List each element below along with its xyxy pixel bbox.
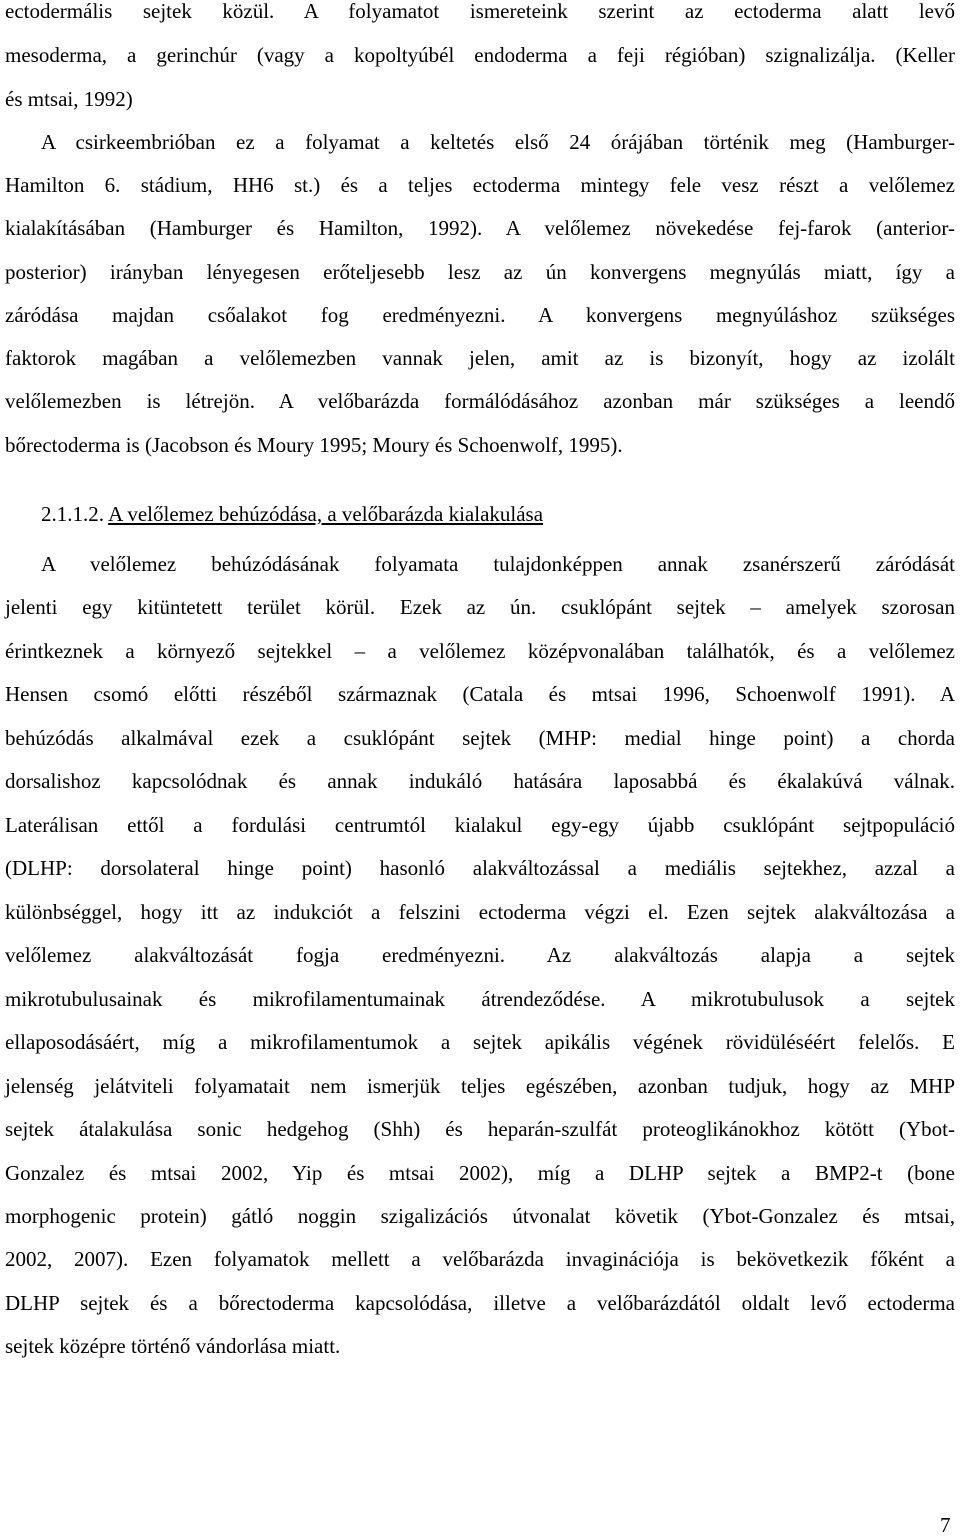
text-line: A csirkeembrióban ez a folyamat a keltetés első 24 órájában történik meg (Hamburger- bbox=[41, 130, 955, 154]
text-line: Gonzalez és mtsai 2002, Yip és mtsai 2002), míg a DLHP sejtek a BMP2-t (bone bbox=[5, 1161, 955, 1185]
section-title: A velőlemez behúzódása, a velőbarázda kialakulása bbox=[108, 502, 544, 526]
text-line: dorsalishoz kapcsolódnak és annak indukáló hatására laposabbá és ékalakúvá válnak. bbox=[5, 769, 955, 793]
text-line: velőlemezben is létrejön. A velőbarázda formálódásához azonban már szükséges a leendő bbox=[5, 389, 955, 413]
text-line: bőrectoderma is (Jacobson és Moury 1995; Moury és Schoenwolf, 1995). bbox=[5, 433, 623, 457]
page-number: 7 bbox=[940, 1513, 951, 1537]
text-line: DLHP sejtek és a bőrectoderma kapcsolódása, illetve a velőbarázdától oldalt levő ectoderma bbox=[5, 1291, 955, 1315]
text-line: mikrotubulusainak és mikrofilamentumainak átrendeződése. A mikrotubulusok a sejtek bbox=[5, 987, 955, 1011]
text-line: záródása majdan csőalakot fog eredményezni. A konvergens megnyúláshoz szükséges bbox=[5, 303, 955, 327]
section-heading bbox=[5, 501, 543, 527]
text-line: mesoderma, a gerinchúr (vagy a kopoltyúbél endoderma a feji régióban) szignalizálja. (Keller bbox=[5, 43, 955, 67]
text-line: morphogenic protein) gátló noggin szigalizációs útvonalat követik (Ybot-Gonzalez és mtsai, bbox=[5, 1204, 955, 1228]
text-line: érintkeznek a környező sejtekkel – a velőlemez középvonalában találhatók, és a velőlemez bbox=[5, 639, 955, 663]
text-line: jelenti egy kitüntetett terület körül. Ezek az ún. csuklópánt sejtek – amelyek szorosan bbox=[5, 595, 955, 619]
text-line: behúzódás alkalmával ezek a csuklópánt sejtek (MHP: medial hinge point) a chorda bbox=[5, 726, 955, 750]
text-line: Hensen csomó előtti részéből származnak (Catala és mtsai 1996, Schoenwolf 1991). A bbox=[5, 682, 955, 706]
text-line: faktorok magában a velőlemezben vannak jelen, amit az is bizonyít, hogy az izolált bbox=[5, 346, 955, 370]
text-line: posterior) irányban lényegesen erőteljesebb lesz az ún konvergens megnyúlás miatt, így a bbox=[5, 260, 955, 284]
text-line: sejtek átalakulása sonic hedgehog (Shh) és heparán-szulfát proteoglikánokhoz kötött (Ybot- bbox=[5, 1117, 955, 1141]
text-line: velőlemez alakváltozását fogja eredményezni. Az alakváltozás alapja a sejtek bbox=[5, 943, 955, 967]
text-line: (DLHP: dorsolateral hinge point) hasonló alakváltozással a mediális sejtekhez, azzal a bbox=[5, 856, 955, 880]
text-line: és mtsai, 1992) bbox=[5, 87, 133, 111]
text-line: ellaposodásáért, míg a mikrofilamentumok a sejtek apikális végének rövidüléséért felelős. E bbox=[5, 1030, 955, 1054]
text-line: kialakításában (Hamburger és Hamilton, 1992). A velőlemez növekedése fej-farok (anterior- bbox=[5, 216, 955, 240]
text-line: Laterálisan ettől a fordulási centrumtól kialakul egy-egy újabb csuklópánt sejtpopuláció bbox=[5, 813, 955, 837]
text-line: A velőlemez behúzódásának folyamata tulajdonképpen annak zsanérszerű záródását bbox=[41, 552, 955, 576]
text-line: különbséggel, hogy itt az indukciót a felszini ectoderma végzi el. Ezen sejtek alakváltozása a bbox=[5, 900, 955, 924]
text-line: jelenség jelátviteli folyamatait nem ismerjük teljes egészében, azonban tudjuk, hogy az MHP bbox=[5, 1074, 955, 1098]
text-line: ectodermális sejtek közül. A folyamatot ismereteink szerint az ectoderma alatt levő bbox=[5, 0, 955, 23]
text-line: 2002, 2007). Ezen folyamatok mellett a velőbarázda invaginációja is bekövetkezik főként a bbox=[5, 1247, 955, 1271]
section-number: 2.1.1.2. bbox=[41, 502, 104, 526]
text-line: sejtek középre történő vándorlása miatt. bbox=[5, 1334, 341, 1358]
text-line: Hamilton 6. stádium, HH6 st.) és a teljes ectoderma mintegy fele vesz részt a velőlemez bbox=[5, 173, 955, 197]
